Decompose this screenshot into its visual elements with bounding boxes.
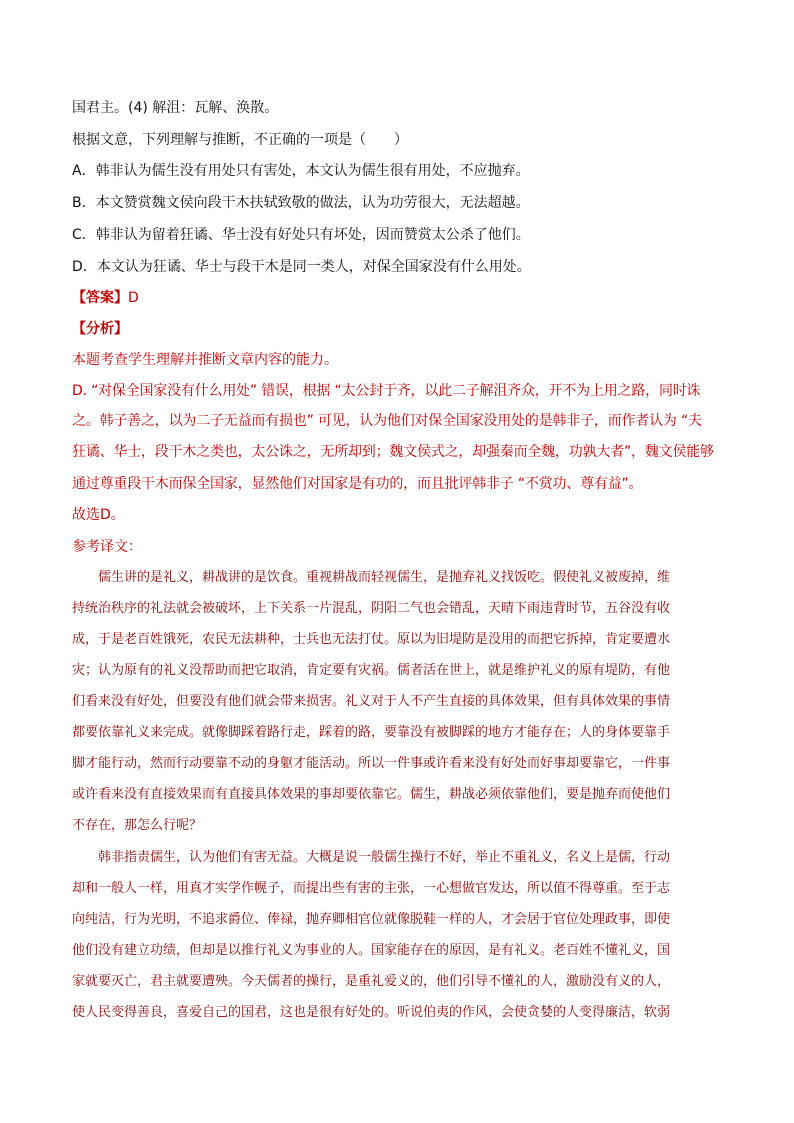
translation-line: 成，于是老百姓饿死，农民无法耕种，士兵也无法打仗。原以为旧堤防是没用的而把它拆掉，肯定要遭水 [72, 632, 671, 647]
analysis-line: D. “对保全国家没有什么用处” 错误，根据 “太公封于齐，以此二子解沮齐众，开不为上用之路，同时诛 [72, 383, 701, 399]
translation-line: 或许看来没有直接效果而有直接具体效果的事却要依靠它。儒生，耕战必须依靠他们，要是抛弃而使他们 [72, 787, 671, 802]
note-line: 国君主。(4) 解沮：瓦解、涣散。 [72, 100, 279, 116]
translation-line: 家就要灭亡，君主就要遭殃。今天儒者的操行，是重礼爱义的，他们引导不懂礼的人，激励没有义的人， [72, 974, 671, 989]
translation-line: 不存在，那怎么行呢？ [72, 818, 203, 833]
translation-line: 持统治秩序的礼法就会被破坏，上下关系一片混乱，阴阳二气也会错乱，天晴下雨违背时节，五谷没有收 [72, 601, 671, 616]
answer-label: 【答案】 [72, 290, 128, 306]
translation-line: 儒生讲的是礼义，耕战讲的是饮食。重视耕战而轻视儒生，是抛弃礼义找饭吃。假使礼义被废掉，维 [72, 570, 671, 585]
analysis-label: 【分析】 [72, 321, 128, 337]
option-c: C．韩非认为留着狂谲、华士没有好处只有坏处，因而赞赏太公杀了他们。 [72, 227, 530, 243]
analysis-line: 狂谲、华士，段干木之类也，太公诛之，无所却到；魏文侯式之，却强秦而全魏，功孰大者”，魏文侯能够 [72, 444, 714, 460]
translation-label: 参考译文： [72, 539, 142, 555]
analysis-line: 通过尊重段干木而保全国家，显然他们对国家是有功的，而且批评韩非子 “不赏功、尊有益”。 [72, 476, 643, 492]
translation-line: 他们没有建立功绩，但却是以推行礼义为事业的人。国家能存在的原因，是有礼义。老百姓不懂礼义，国 [72, 943, 671, 958]
analysis-conclusion: 故选D。 [72, 507, 125, 523]
translation-line: 都要依靠礼义来完成。就像脚踩着路行走，踩着的路，要靠没有被脚踩的地方才能存在；人的身体要靠手 [72, 725, 671, 740]
translation-line: 韩非指责儒生，认为他们有害无益。大概是说一般儒生操行不好，举止不重礼义，名义上是儒，行动 [72, 850, 671, 865]
translation-line: 灾；认为原有的礼义没帮助而把它取消，肯定要有灾祸。儒者活在世上，就是维护礼义的原有堤防，有他 [72, 663, 671, 678]
answer-value: D [128, 290, 139, 306]
translation-line: 们看来没有好处，但要没有他们就会带来损害。礼义对于人不产生直接的具体效果，但有具体效果的事情 [72, 694, 671, 709]
answer-line [72, 288, 724, 308]
analysis-line: 之。韩子善之，以为二子无益而有损也” 可见，认为他们对保全国家没用处的是韩非子，而作者认为 “夫 [72, 413, 702, 429]
option-d: D．本文认为狂谲、华士与段干木是同一类人，对保全国家没有什么用处。 [72, 259, 531, 275]
analysis-intro: 本题考查学生理解并推断文章内容的能力。 [72, 352, 338, 368]
option-a: A．韩非认为儒生没有用处只有害处，本文认为儒生很有用处，不应抛弃。 [72, 163, 530, 179]
option-b: B．本文赞赏魏文侯向段干木扶轼致敬的做法，认为功劳很大，无法超越。 [72, 195, 530, 211]
translation-line: 却和一般人一样，用真才实学作幌子，而提出些有害的主张，一心想做官发达，所以值不得尊重。至于志 [72, 881, 671, 896]
question-stem: 根据文意，下列理解与推断，不正确的一项是（ ） [72, 132, 408, 148]
translation-line: 脚才能行动，然而行动要靠不动的身躯才能活动。所以一件事或许看来没有好处而好事却要靠它，一件事 [72, 756, 671, 771]
translation-line: 向纯洁，行为光明，不追求爵位、俸禄，抛弃卿相官位就像脱鞋一样的人，才会居于官位处理政事，即使 [72, 912, 671, 927]
translation-line: 使人民变得善良，喜爱自己的国君，这也是很有好处的。听说伯夷的作风，会使贪婪的人变得廉洁，软弱 [72, 1005, 671, 1020]
